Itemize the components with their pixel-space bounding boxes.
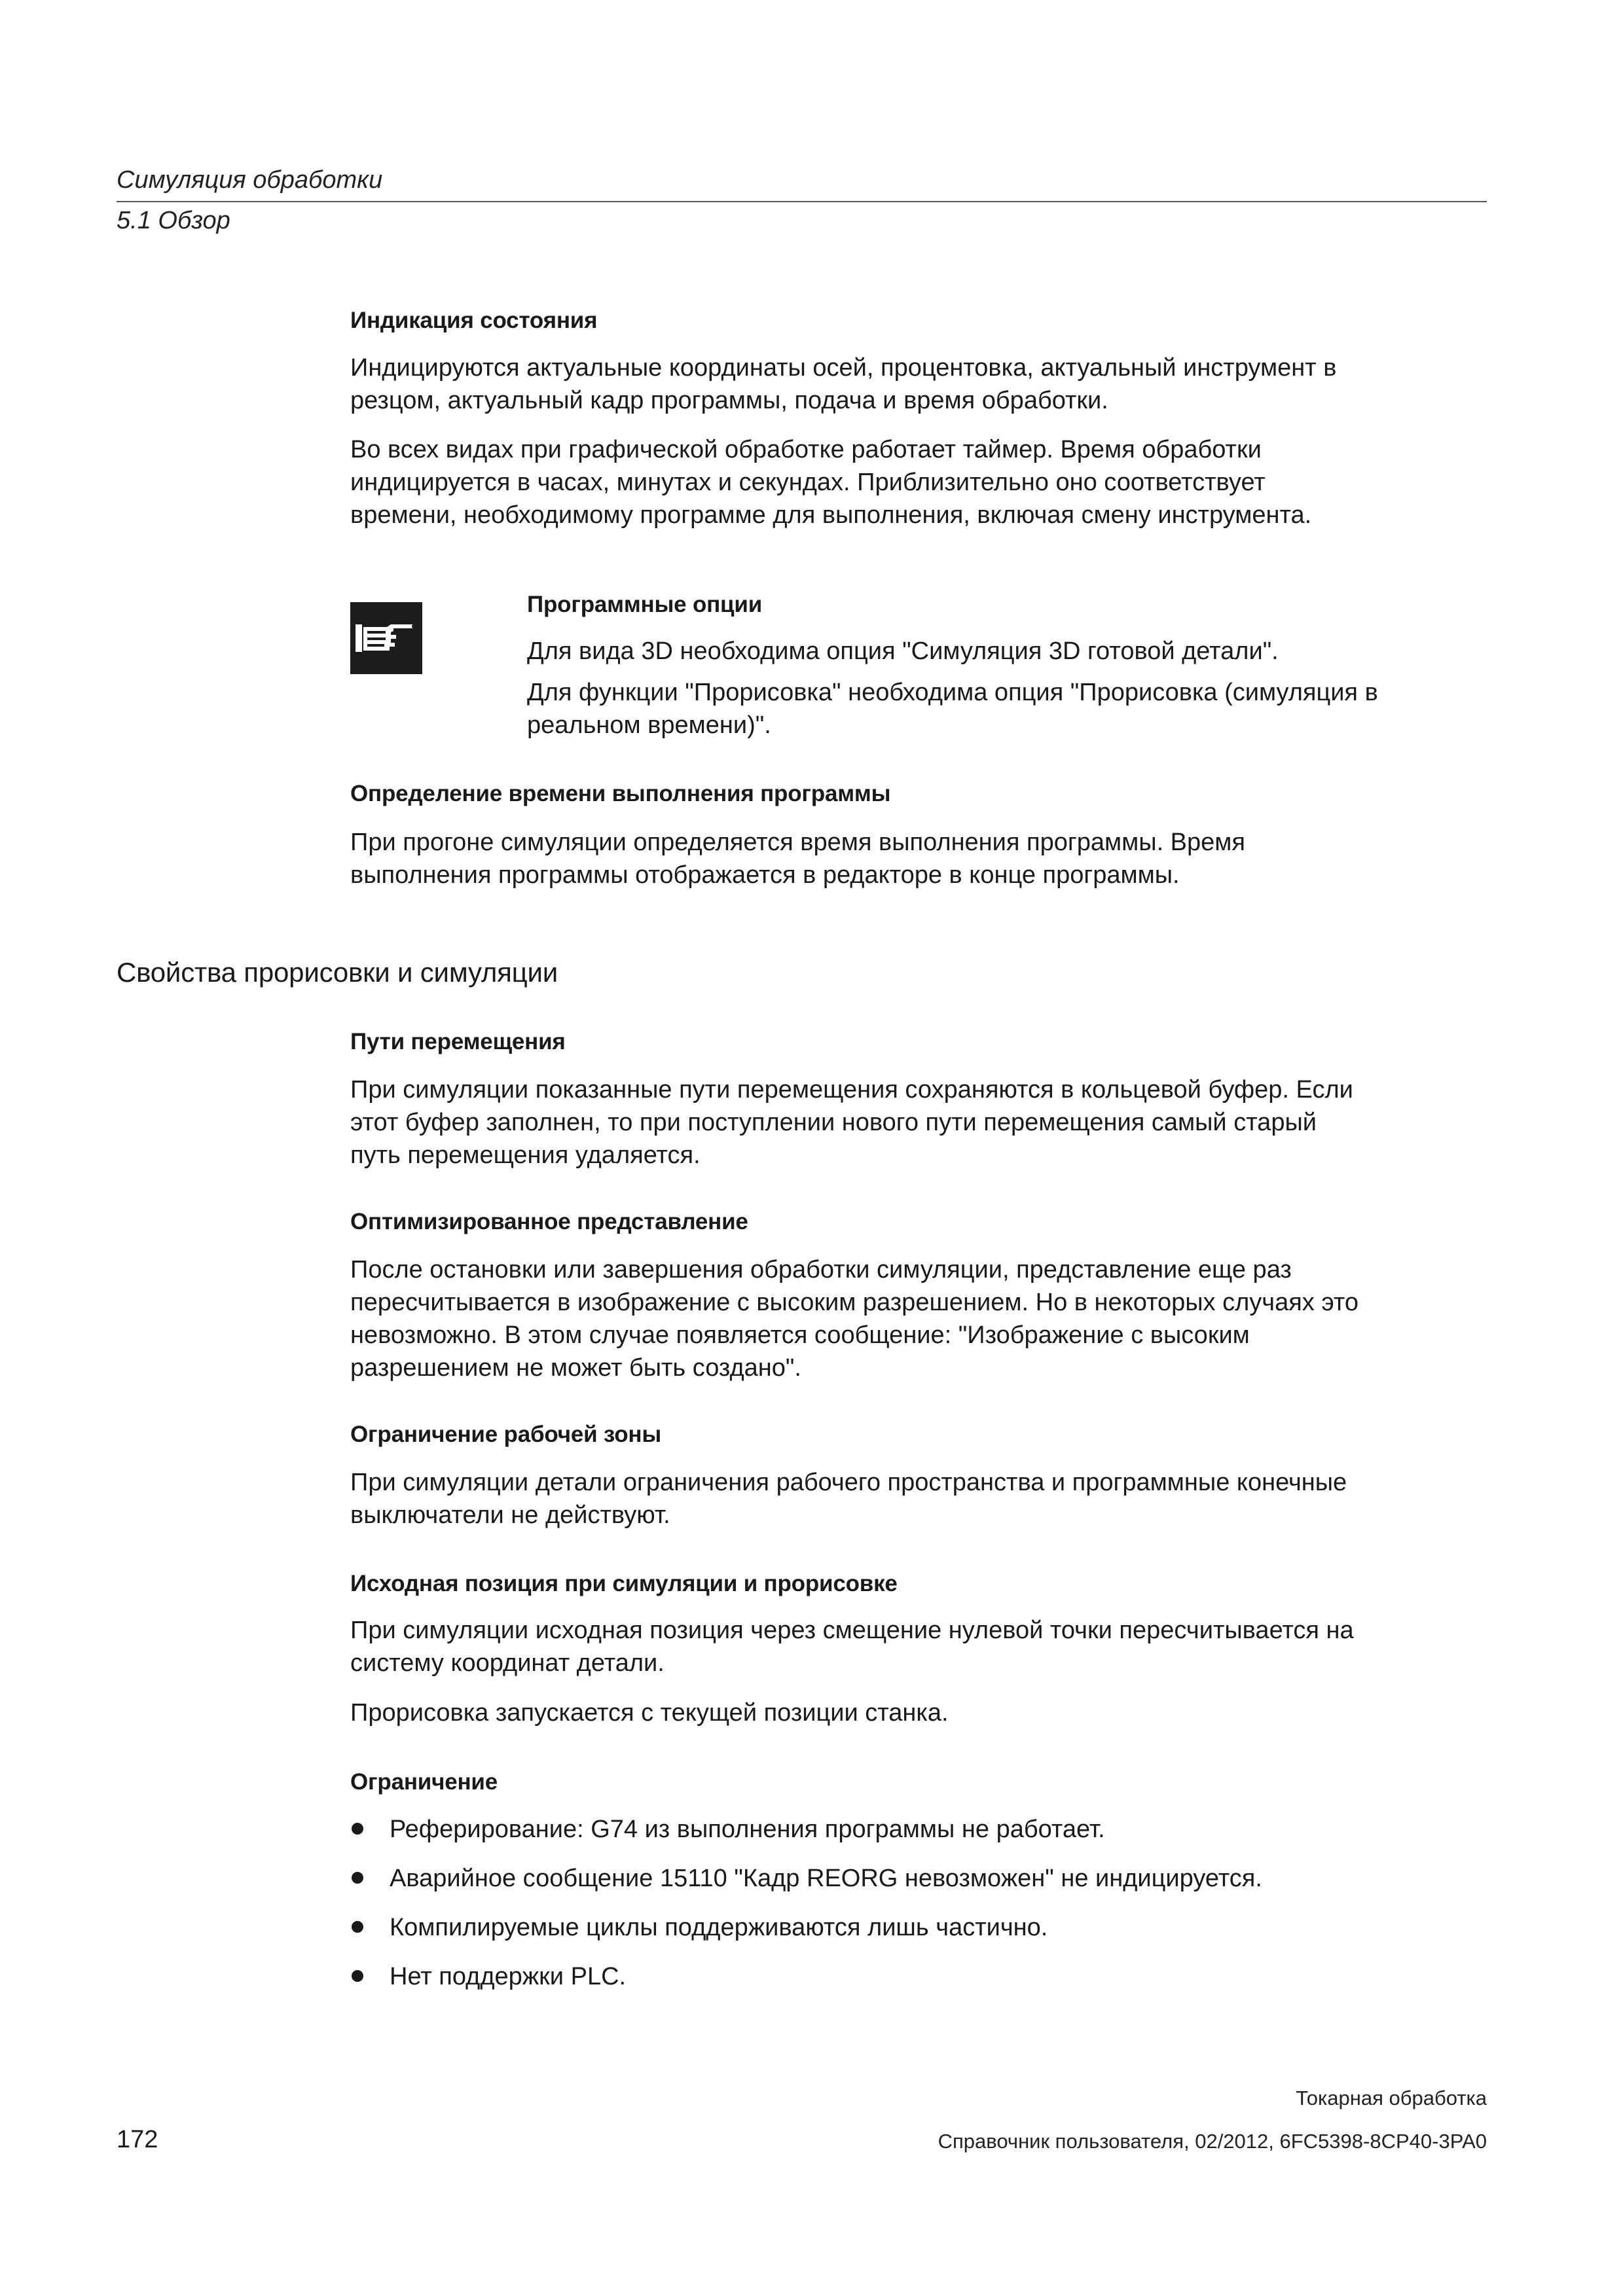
start-position-para1	[350, 1614, 1489, 1679]
text-line: Прорисовка запускается с текущей позиции станка.	[350, 1699, 949, 1727]
running-header-chapter: Симуляция обработки	[117, 166, 383, 194]
section-heading: Исходная позиция при симуляции и прорисовке	[350, 1571, 898, 1596]
list-item: Аварийное сообщение 15110 "Кадр REORG невозможен" не индицируется.	[350, 1862, 1489, 1895]
note-text: Для вида 3D необходима опция "Симуляция 3D готовой детали".	[527, 637, 1279, 665]
note-line2	[527, 676, 1489, 742]
bullet-icon	[352, 1921, 363, 1933]
note-heading: Программные опции	[527, 592, 763, 617]
text-line: После остановки или завершения обработки симуляции, представление еще раз	[350, 1256, 1292, 1283]
text-line: При симуляции исходная позиция через смещение нулевой точки пересчитывается на	[350, 1617, 1354, 1644]
status-indication-section	[350, 308, 1489, 334]
text-line: разрешением не может быть создано".	[350, 1354, 801, 1382]
text-line: выключатели не действуют.	[350, 1501, 670, 1529]
limitation-list	[350, 1813, 1489, 2009]
bullet-icon	[352, 1823, 363, 1835]
text-line: путь перемещения удаляется.	[350, 1141, 701, 1169]
footer-doc-info: Справочник пользователя, 02/2012, 6FC5398-8CP40-3PA0	[938, 2130, 1487, 2153]
text-line: систему координат детали.	[350, 1649, 665, 1677]
runtime-para	[350, 826, 1489, 891]
text-line: Во всех видах при графической обработке работает таймер. Время обработки	[350, 436, 1262, 463]
work-area-limit-para	[350, 1466, 1489, 1532]
section-heading: Пути перемещения	[350, 1029, 566, 1054]
program-options-note	[527, 592, 1489, 618]
text-line: выполнения программы отображается в редакторе в конце программы.	[350, 861, 1180, 889]
traverse-paths-section	[350, 1029, 1489, 1055]
optimized-view-section	[350, 1209, 1489, 1235]
text-line: времени, необходимому программе для выполнения, включая смену инструмента.	[350, 501, 1312, 529]
section-heading: Определение времени выполнения программы	[350, 781, 891, 806]
pointing-hand-icon	[350, 602, 422, 674]
optimized-view-para	[350, 1253, 1489, 1384]
header-rule	[117, 201, 1487, 202]
section-heading: Оптимизированное представление	[350, 1209, 748, 1234]
text-line: реальном времени)".	[527, 711, 771, 739]
bullet-icon	[352, 1970, 363, 1982]
text-line: этот буфер заполнен, то при поступлении нового пути перемещения самый старый	[350, 1109, 1317, 1136]
section-heading: Индикация состояния	[350, 308, 598, 333]
limitation-section	[350, 1769, 1489, 1795]
text-line: индицируется в часах, минутах и секундах. Приблизительно оно соответствует	[350, 469, 1266, 496]
list-item: Компилируемые циклы поддерживаются лишь частично.	[350, 1911, 1489, 1944]
list-item: Реферирование: G74 из выполнения программы не работает.	[350, 1813, 1489, 1846]
list-item: Нет поддержки PLC.	[350, 1960, 1489, 1993]
note-line1	[527, 635, 1489, 668]
status-indication-para2	[350, 433, 1489, 531]
start-position-section	[350, 1571, 1489, 1597]
text-line: Индицируются актуальные координаты осей, процентовка, актуальный инструмент в	[350, 354, 1337, 382]
section-heading: Ограничение рабочей зоны	[350, 1422, 662, 1447]
footer-doc-title: Токарная обработка	[1296, 2087, 1487, 2109]
text-line: невозможно. В этом случае появляется сообщение: "Изображение с высоким	[350, 1321, 1250, 1349]
text-line: пересчитывается в изображение с высоким разрешением. Но в некоторых случаях это	[350, 1289, 1359, 1316]
traverse-paths-para	[350, 1073, 1489, 1172]
work-area-limit-section	[350, 1422, 1489, 1448]
running-header-section: 5.1 Обзор	[117, 207, 230, 234]
section-heading: Ограничение	[350, 1769, 498, 1795]
bullet-icon	[352, 1872, 363, 1884]
text-line: При прогоне симуляции определяется время выполнения программы. Время	[350, 829, 1245, 856]
section-title: Свойства прорисовки и симуляции	[117, 957, 558, 988]
text-line: При симуляции показанные пути перемещения сохраняются в кольцевой буфер. Если	[350, 1076, 1353, 1103]
status-indication-para1	[350, 351, 1489, 417]
text-line: При симуляции детали ограничения рабочего пространства и программные конечные	[350, 1469, 1347, 1496]
text-line: резцом, актуальный кадр программы, подача и время обработки.	[350, 387, 1108, 414]
runtime-section	[350, 781, 1489, 807]
page-number: 172	[117, 2126, 158, 2153]
text-line: Для функции "Прорисовка" необходима опция "Прорисовка (симуляция в	[527, 679, 1378, 706]
start-position-para2	[350, 1696, 1489, 1729]
